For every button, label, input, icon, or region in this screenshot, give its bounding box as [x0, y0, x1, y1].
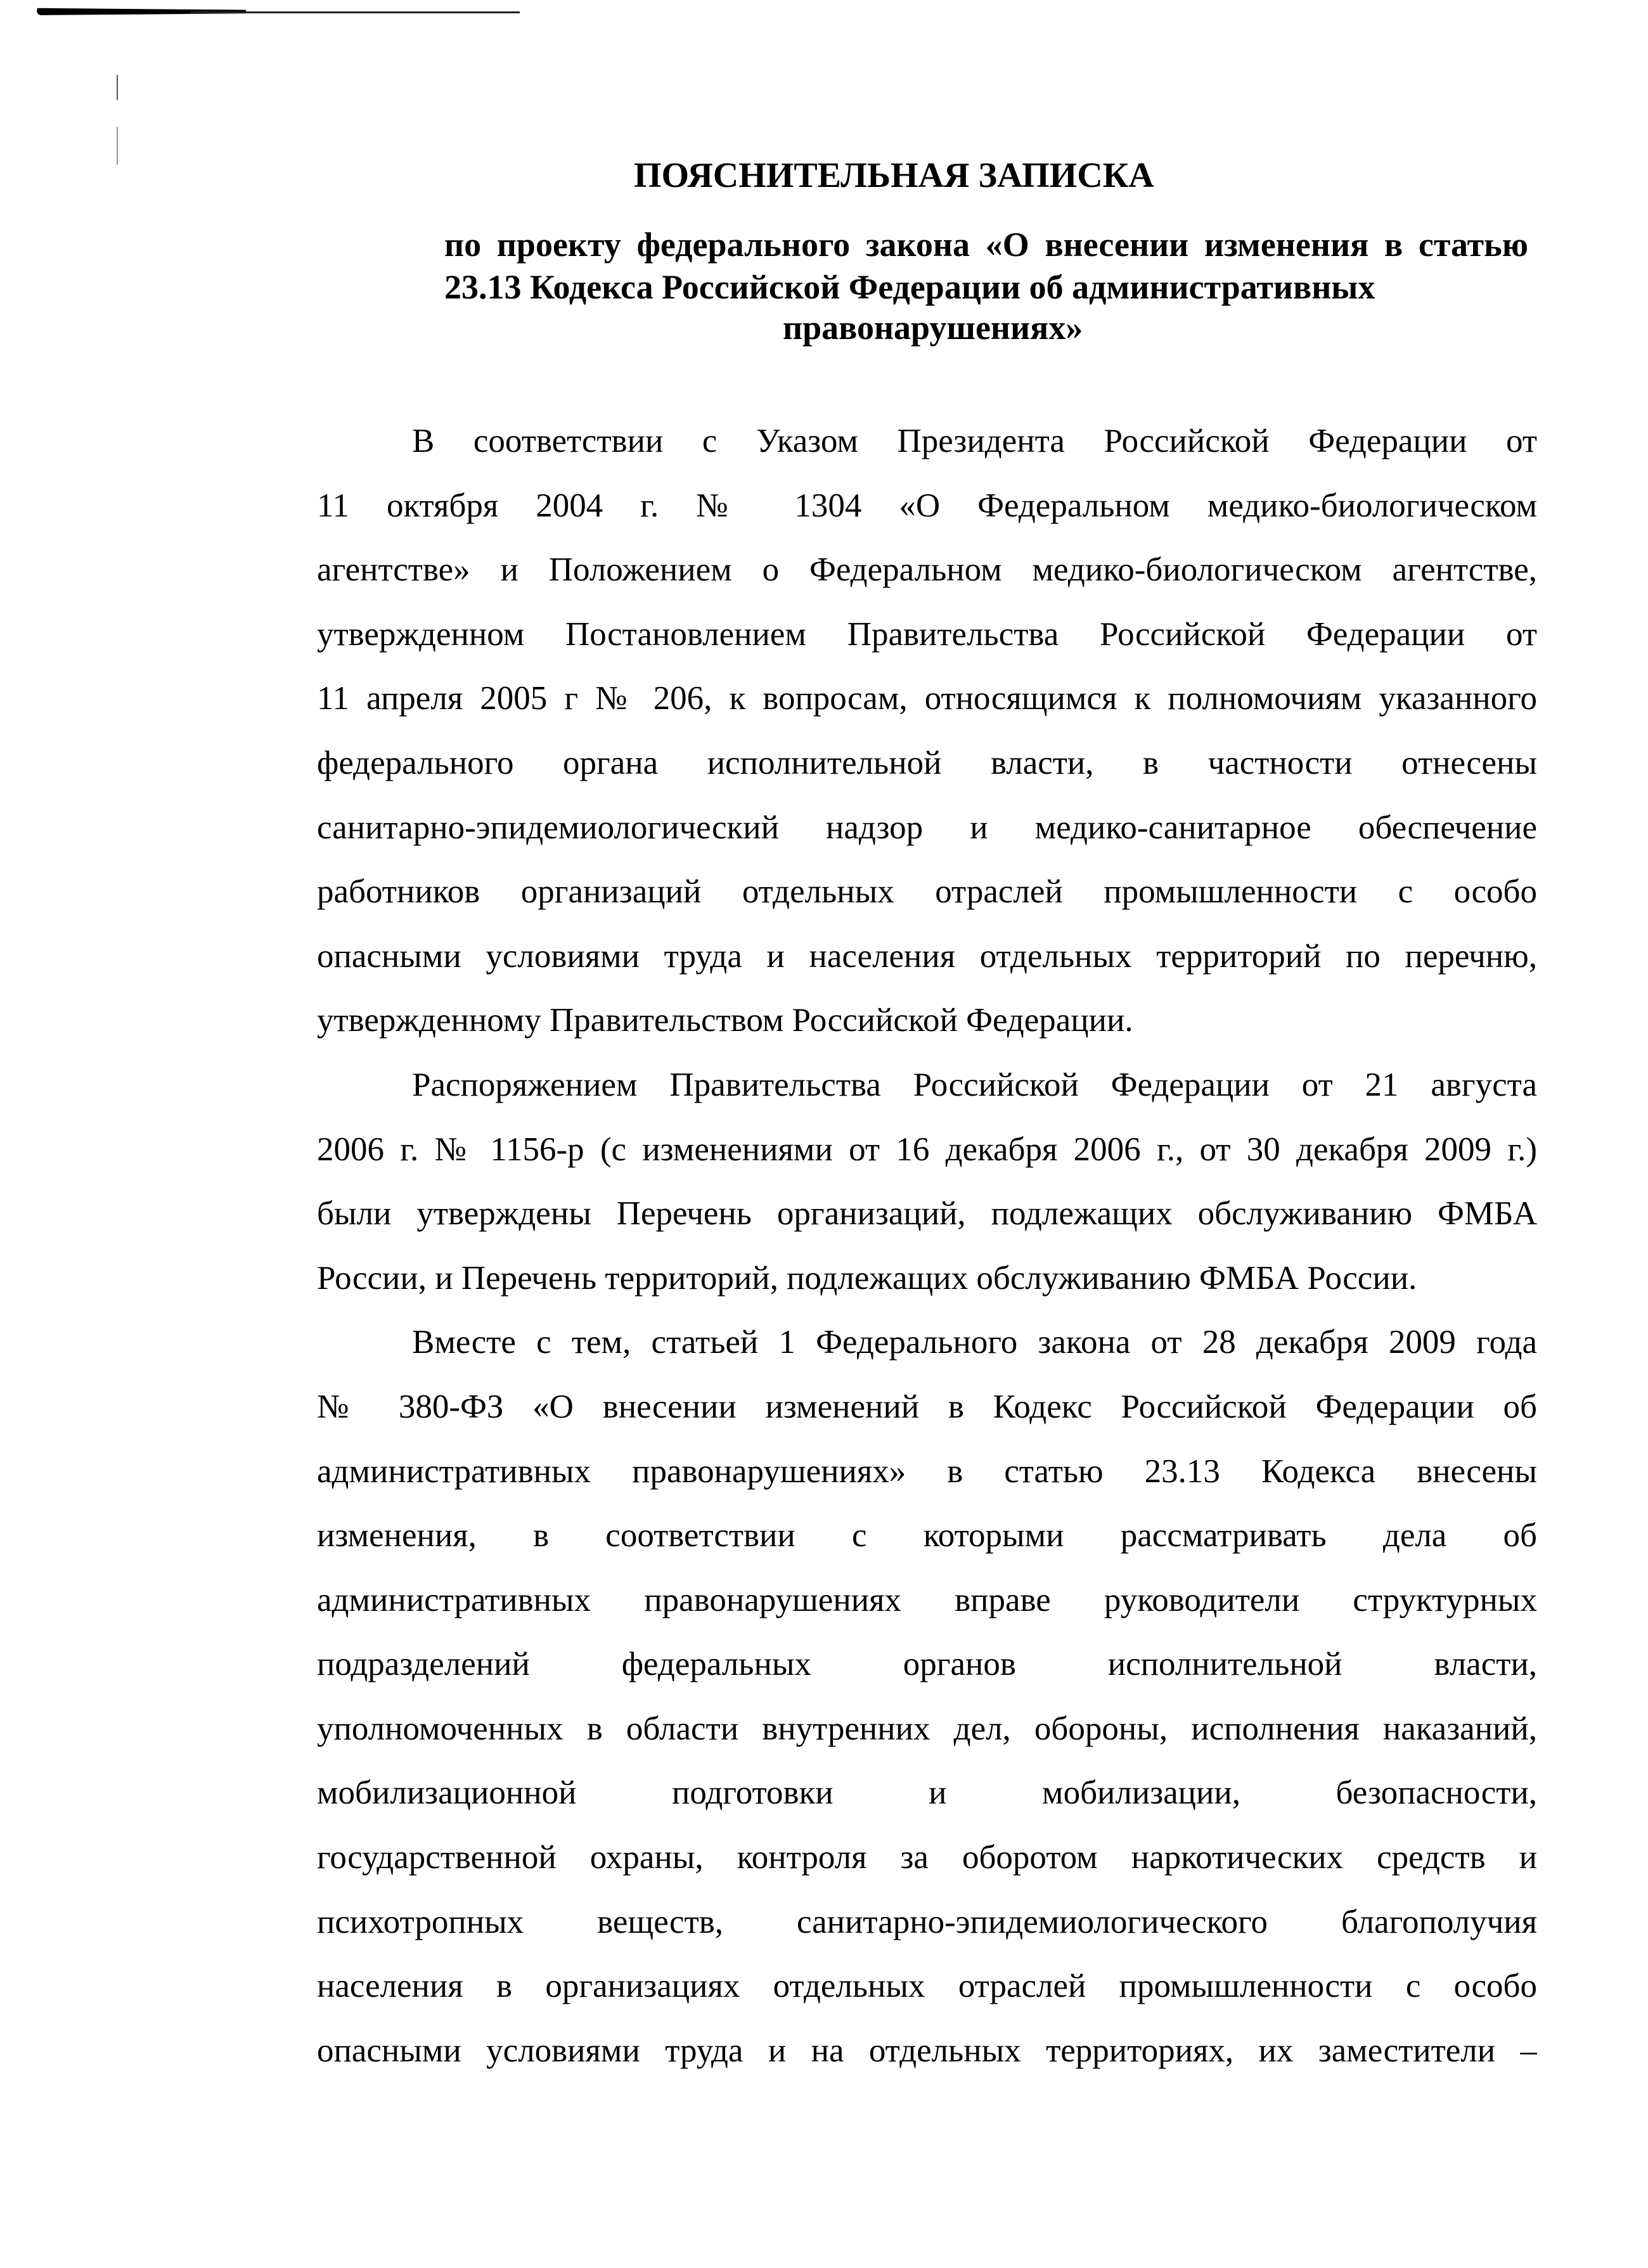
body-text-line: мобилизационной подготовки и мобилизации, безопасности,	[317, 1774, 1537, 1812]
scan-artifact-line	[190, 11, 520, 13]
body-text-line: № 380-ФЗ «О внесении изменений в Кодекс Российской Федерации об	[317, 1388, 1537, 1425]
document-title: ПОЯСНИТЕЛЬНАЯ ЗАПИСКА	[634, 156, 1154, 195]
document-subtitle-line: 23.13 Кодекса Российской Федерации об административных	[444, 268, 1375, 306]
body-text-line: были утверждены Перечень организаций, подлежащих обслуживанию ФМБА	[317, 1195, 1537, 1233]
body-text-line: В соответствии с Указом Президента Российской Федерации от	[412, 423, 1537, 459]
body-text-line: утвержденному Правительством Российской Федерации.	[317, 1002, 1133, 1039]
body-text-line: Распоряжением Правительства Российской Федерации от 21 августа	[412, 1066, 1537, 1103]
body-text-line: 11 апреля 2005 г № 206, к вопросам, относящимся к полномочиям указанного	[317, 680, 1537, 717]
body-text-line: уполномоченных в области внутренних дел, обороны, исполнения наказаний,	[317, 1710, 1537, 1747]
body-text-line: утвержденном Постановлением Правительства Российской Федерации от	[317, 615, 1537, 653]
body-text-line: 2006 г. № 1156-р (с изменениями от 16 декабря 2006 г., от 30 декабря 2009 г.)	[317, 1131, 1537, 1168]
body-text-line: 11 октября 2004 г. № 1304 «О Федеральном медико-биологическом	[317, 487, 1537, 524]
document-body	[317, 409, 1537, 2083]
document-subtitle-line: правонарушениях»	[783, 309, 1083, 347]
body-text-line: населения в организациях отдельных отраслей промышленности с особо	[317, 1968, 1537, 2005]
body-text-line: России, и Перечень территорий, подлежащих обслуживанию ФМБА России.	[317, 1259, 1417, 1297]
body-text-line: опасными условиями труда и на отдельных территориях, их заместители –	[317, 2032, 1537, 2069]
body-text-line: психотропных веществ, санитарно-эпидемиологического благополучия	[317, 1903, 1537, 1940]
body-text-line: государственной охраны, контроля за оборотом наркотических средств и	[317, 1839, 1537, 1876]
scan-artifact-bar	[37, 6, 246, 15]
body-text-line: санитарно-эпидемиологический надзор и медико-санитарное обеспечение	[317, 809, 1537, 846]
scan-artifact-mark	[117, 75, 118, 100]
body-text-line: агентстве» и Положением о Федеральном медико-биологическом агентстве,	[317, 551, 1537, 589]
body-text-line: федерального органа исполнительной власти, в частности отнесены	[317, 744, 1537, 781]
body-text-line: подразделений федеральных органов исполнительной власти,	[317, 1646, 1537, 1683]
body-text-line: административных правонарушениях вправе руководители структурных	[317, 1581, 1537, 1618]
document-subtitle-line: по проекту федерального закона «О внесении изменения в статью	[444, 226, 1528, 264]
body-text-line: работников организаций отдельных отраслей промышленности с особо	[317, 873, 1537, 911]
body-text-line: опасными условиями труда и населения отдельных территорий по перечню,	[317, 937, 1537, 975]
body-text-line: Вместе с тем, статьей 1 Федерального закона от 28 декабря 2009 года	[412, 1324, 1537, 1361]
body-text-line: административных правонарушениях» в статью 23.13 Кодекса внесены	[317, 1452, 1537, 1490]
body-text-line: изменения, в соответствии с которыми рассматривать дела об	[317, 1517, 1537, 1554]
